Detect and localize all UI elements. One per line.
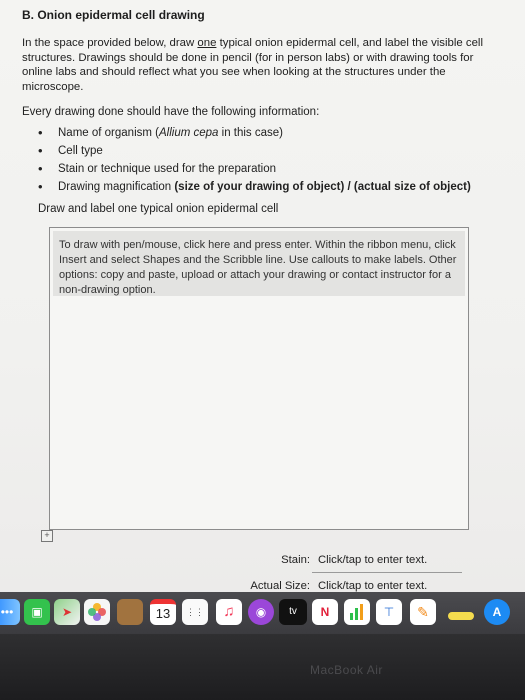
actual-size-label: Actual Size: xyxy=(250,580,310,592)
actual-size-input[interactable]: Click/tap to enter text. xyxy=(318,580,428,592)
actual-size-field xyxy=(250,580,428,592)
macos-dock xyxy=(0,592,525,634)
appletv-icon[interactable]: tv xyxy=(279,599,307,625)
numbers-icon[interactable] xyxy=(344,599,370,625)
news-icon[interactable]: N xyxy=(312,599,338,625)
music-icon[interactable]: ♫ xyxy=(216,599,242,625)
podcasts-icon[interactable]: ◉ xyxy=(248,599,274,625)
intro-underlined: one xyxy=(197,37,217,49)
requirement-cell-type: • Cell type xyxy=(38,142,471,160)
requirement-magnification: • Drawing magnification (size of your drawing of object) / (actual size of object) xyxy=(38,178,471,196)
photos-icon[interactable] xyxy=(84,599,110,625)
intro-text-1: In the space provided below, draw xyxy=(22,37,198,49)
section-title: B. Onion epidermal cell drawing xyxy=(22,8,205,22)
laptop-bezel xyxy=(0,634,525,700)
notes-icon[interactable] xyxy=(117,599,143,625)
requirements-list xyxy=(38,124,471,196)
stickies-icon[interactable] xyxy=(448,612,474,620)
stain-field xyxy=(281,554,428,566)
reminders-icon[interactable]: ⋮⋮ xyxy=(182,599,208,625)
calendar-icon[interactable]: 13 xyxy=(150,599,176,625)
stain-input[interactable]: Click/tap to enter text. xyxy=(318,554,428,566)
requirements-lead: Every drawing done should have the following information: xyxy=(22,106,320,118)
pages-icon[interactable]: ✎ xyxy=(410,599,436,625)
drawing-instructions-field[interactable] xyxy=(53,231,465,296)
intro-text-2: typical onion epidermal cell, and label the visible cell structures. Drawings should be done in pencil (for in person labs) or with drawing tools for online labs and should reflect what you see when looking at the structures under the microscope. xyxy=(22,37,483,93)
keynote-icon[interactable]: ⊤ xyxy=(376,599,402,625)
maps-icon[interactable]: ➤ xyxy=(54,599,80,625)
facetime-icon[interactable]: ▣ xyxy=(24,599,50,625)
move-anchor-icon[interactable]: + xyxy=(41,530,53,542)
field-divider xyxy=(312,572,462,573)
requirement-organism: • Name of organism (Allium cepa in this case) xyxy=(38,124,471,142)
instructions-paragraph xyxy=(22,36,492,94)
finder-icon[interactable]: ••• xyxy=(0,599,20,625)
brand-label: MacBook Air xyxy=(310,663,383,677)
drawing-canvas[interactable] xyxy=(49,227,469,530)
requirement-stain: • Stain or technique used for the preparation xyxy=(38,160,471,178)
stain-label: Stain: xyxy=(281,554,310,566)
appstore-icon[interactable]: A xyxy=(484,599,510,625)
drawing-instructions-text[interactable]: To draw with pen/mouse, click here and press enter. Within the ribbon menu, click Insert and select Shapes and the Scribble line. Use callouts to make labels. Other options: copy and paste, upload or attach your drawing or contact instructor for a non-drawing option. xyxy=(59,239,457,296)
drawing-subheading: Draw and label one typical onion epidermal cell xyxy=(38,203,279,215)
